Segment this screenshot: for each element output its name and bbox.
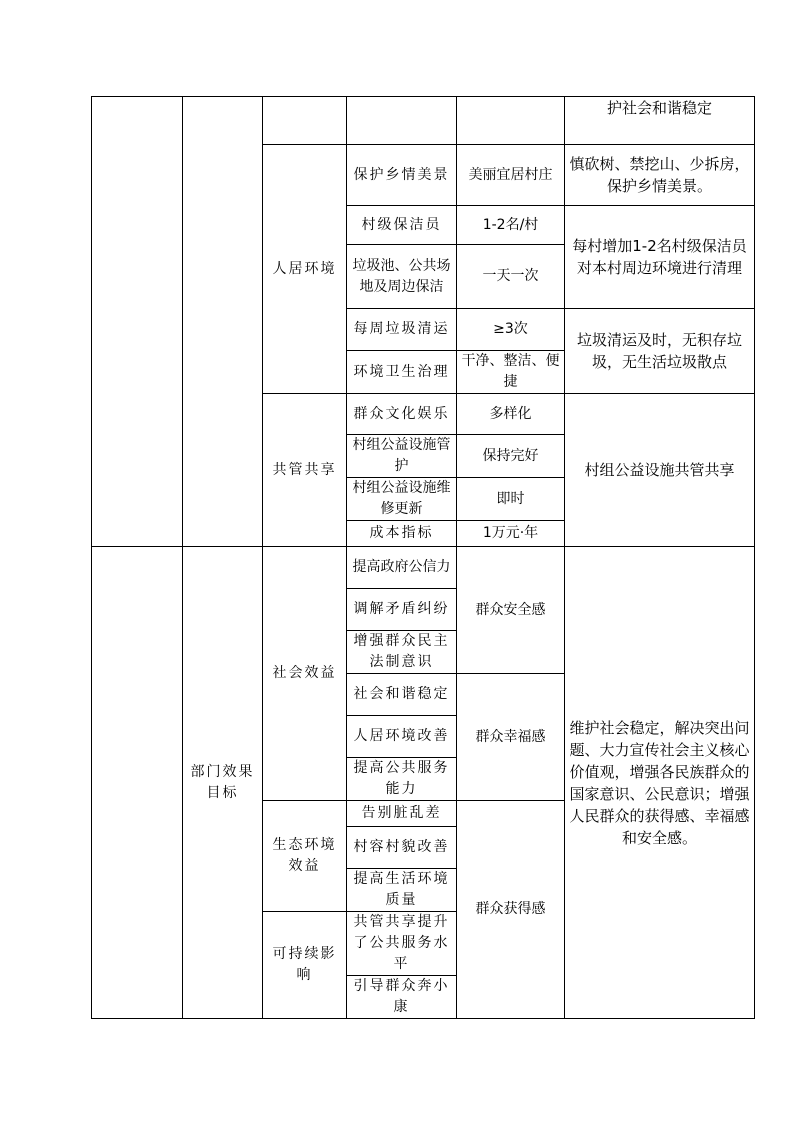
level1-cell xyxy=(92,547,183,1019)
category-cell: 生态环境效益 xyxy=(263,801,347,912)
indicator-cell: 人居环境改善 xyxy=(347,716,457,758)
document-page xyxy=(91,96,755,1019)
indicator-cell: 社会和谐稳定 xyxy=(347,674,457,716)
indicator-cell: 村组公益设施管护 xyxy=(347,435,457,478)
indicator-cell: 成本指标 xyxy=(347,521,457,547)
category-cell: 社会效益 xyxy=(263,547,347,801)
indicator-cell: 共管共享提升了公共服务水平 xyxy=(347,912,457,976)
value-cell: 保持完好 xyxy=(457,435,565,478)
level2-cell xyxy=(183,97,263,547)
effect-cell: 护社会和谐稳定 xyxy=(565,97,755,145)
indicator-cell: 保护乡情美景 xyxy=(347,145,457,206)
value-cell: 群众获得感 xyxy=(457,801,565,1019)
level1-cell xyxy=(92,97,183,547)
indicator-cell: 每周垃圾清运 xyxy=(347,309,457,351)
indicator-cell: 提高政府公信力 xyxy=(347,547,457,589)
value-cell: 美丽宜居村庄 xyxy=(457,145,565,206)
effect-cell: 村组公益设施共管共享 xyxy=(565,394,755,547)
indicator-cell: 提高生活环境质量 xyxy=(347,869,457,912)
table-row xyxy=(92,547,755,589)
value-cell: 即时 xyxy=(457,478,565,521)
effect-cell: 垃圾清运及时，无积存垃圾，无生活垃圾散点 xyxy=(565,309,755,394)
value-cell: 一天一次 xyxy=(457,245,565,309)
indicator-cell: 村级保洁员 xyxy=(347,206,457,245)
level2-cell: 部门效果目标 xyxy=(183,547,263,1019)
indicator-cell: 引导群众奔小康 xyxy=(347,976,457,1019)
indicator-cell: 增强群众民主法制意识 xyxy=(347,631,457,674)
indicator-cell: 垃圾池、公共场地及周边保洁 xyxy=(347,245,457,309)
category-cell: 人居环境 xyxy=(263,145,347,394)
value-cell: 1-2名/村 xyxy=(457,206,565,245)
indicator-cell: 村组公益设施维修更新 xyxy=(347,478,457,521)
value-cell: 干净、整洁、便捷 xyxy=(457,351,565,394)
indicator-cell: 环境卫生治理 xyxy=(347,351,457,394)
indicator-cell: 提高公共服务能力 xyxy=(347,758,457,801)
effect-cell: 每村增加1-2名村级保洁员对本村周边环境进行清理 xyxy=(565,206,755,309)
category-cell xyxy=(263,97,347,145)
effect-cell: 维护社会稳定，解决突出问题、大力宣传社会主义核心价值观，增强各民族群众的国家意识、公民意识；增强人民群众的获得感、幸福感和安全感。 xyxy=(565,547,755,1019)
indicator-cell: 群众文化娱乐 xyxy=(347,394,457,435)
indicator-cell: 村容村貌改善 xyxy=(347,827,457,869)
performance-goals-table xyxy=(91,96,755,1019)
value-cell: 多样化 xyxy=(457,394,565,435)
effect-cell: 慎砍树、禁挖山、少拆房，保护乡情美景。 xyxy=(565,145,755,206)
category-cell: 可持续影响 xyxy=(263,912,347,1019)
value-cell: 群众安全感 xyxy=(457,547,565,674)
category-cell: 共管共享 xyxy=(263,394,347,547)
table-row xyxy=(92,97,755,145)
indicator-cell: 调解矛盾纠纷 xyxy=(347,589,457,631)
value-cell: 1万元·年 xyxy=(457,521,565,547)
value-cell xyxy=(457,97,565,145)
indicator-cell xyxy=(347,97,457,145)
value-cell: ≥3次 xyxy=(457,309,565,351)
indicator-cell: 告别脏乱差 xyxy=(347,801,457,827)
value-cell: 群众幸福感 xyxy=(457,674,565,801)
